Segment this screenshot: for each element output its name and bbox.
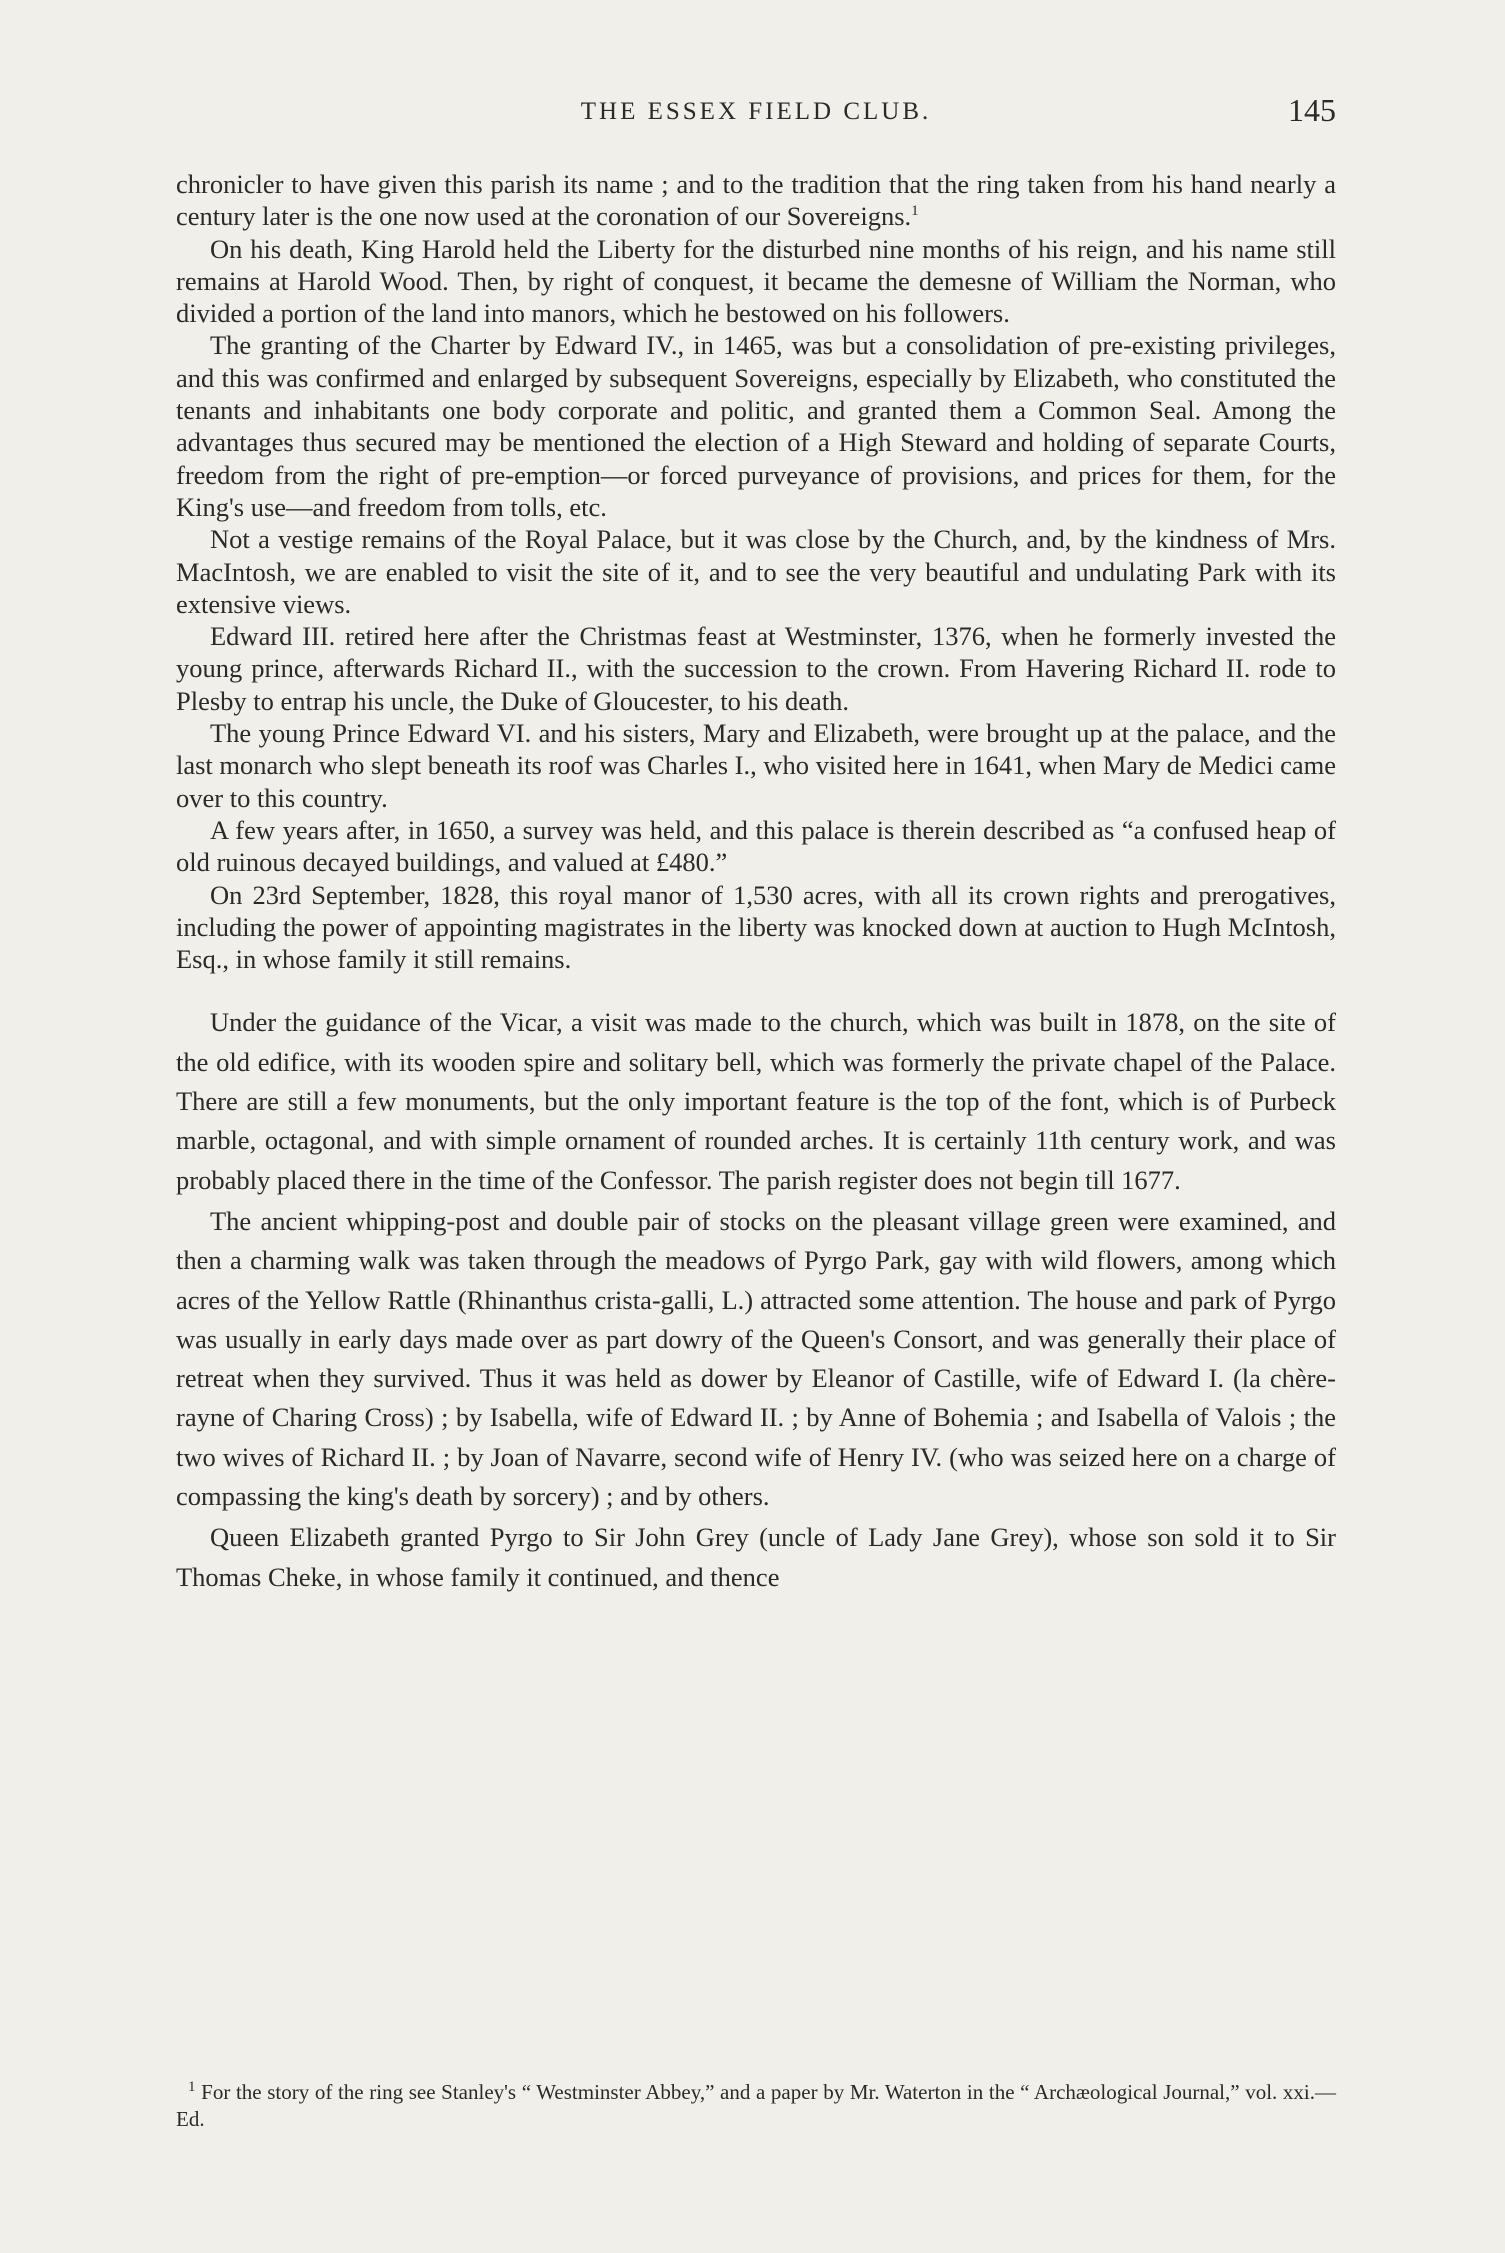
paragraph-1-text: chronicler to have given this parish its name ; and to the tradition that the ring taken from his hand nearly a century later is the one now used at the coronation of our Sovereigns. — [176, 169, 1336, 232]
paragraph-6: The young Prince Edward VI. and his sisters, Mary and Elizabeth, were brought up at the palace, and the last monarch who slept beneath its roof was Charles I., who visited here in 1641, when Mary de Medici came over to this country. — [176, 718, 1336, 813]
paragraph-11: Queen Elizabeth granted Pyrgo to Sir John Grey (uncle of Lady Jane Grey), whose son sold it to Sir Thomas Cheke, in whose family it continued, and thence — [176, 1522, 1336, 1592]
footnote-text: For the story of the ring see Stanley's “ Westminster Abbey,” and a paper by Mr. Waterton in the “ Archæological Journal,” vol. xxi.—Ed. — [176, 2080, 1337, 2131]
paragraph-7: A few years after, in 1650, a survey was held, and this palace is therein described as “a confused heap of old ruinous decayed buildings, and valued at £480.” — [176, 814, 1336, 878]
running-head: THE ESSEX FIELD CLUB. — [580, 98, 932, 125]
paragraph-3: The granting of the Charter by Edward IV., in 1465, was but a consolidation of pre-existing privileges, and this was confirmed and enlarged by subsequent Sovereigns, especially by Elizabeth, who constituted the tenants and inhabitants one body corporate and politic, and granted them a Common Seal. Among the advantages thus secured may be mentioned the election of a High Steward and holding of separate Courts, freedom from the right of pre-emption—or forced purveyance of provisions, and prices for them, for the King's use—and freedom from tolls, etc. — [176, 330, 1336, 522]
footnote — [176, 2079, 1336, 2133]
paragraph-9: Under the guidance of the Vicar, a visit was made to the church, which was built in 1878, on the site of the old edifice, with its wooden spire and solitary bell, which was formerly the private chapel of the Palace. There are still a few monuments, but the only important feature is the top of the font, which is of Purbeck marble, octagonal, and with simple ornament of rounded arches. It is certainly 11th century work, and was probably placed there in the time of the Confessor. The parish register does not begin till 1677. — [176, 1007, 1336, 1195]
body-text — [176, 168, 1336, 1597]
paragraph-1 — [176, 168, 1336, 233]
paragraph-5: Edward III. retired here after the Christmas feast at Westminster, 1376, when he formerly invested the young prince, afterwards Richard II., with the succession to the crown. From Havering Richard II. rode to Plesby to entrap his uncle, the Duke of Gloucester, to his death. — [176, 621, 1336, 716]
section-history — [176, 168, 1336, 975]
footnote-marker: 1 — [188, 2079, 196, 2095]
page-header — [176, 92, 1336, 142]
paragraph-4: Not a vestige remains of the Royal Palace, but it was close by the Church, and, by the kindness of Mrs. MacIntosh, we are enabled to visit the site of it, and to see the very beautiful and undulating Park with its extensive views. — [176, 524, 1336, 619]
footnote-reference: 1 — [911, 203, 919, 220]
paragraph-8: On 23rd September, 1828, this royal manor of 1,530 acres, with all its crown rights and prerogatives, including the power of appointing magistrates in the liberty was knocked down at auction to Hugh McIntosh, Esq., in whose family it still remains. — [176, 879, 1336, 975]
paragraph-2: On his death, King Harold held the Liberty for the disturbed nine months of his reign, and his name still remains at Harold Wood. Then, by right of conquest, it became the demesne of William the Norman, who divided a portion of the land into manors, which he bestowed on his followers. — [176, 233, 1336, 329]
paragraph-10: The ancient whipping-post and double pair of stocks on the pleasant village green were examined, and then a charming walk was taken through the meadows of Pyrgo Park, gay with wild flowers, among which acres of the Yellow Rattle (Rhinanthus crista-galli, L.) attracted some attention. The house and park of Pyrgo was usually in early days made over as part dowry of the Queen's Consort, and was generally their place of retreat when they survived. Thus it was held as dower by Eleanor of Castille, wife of Edward I. (la chère-rayne of Charing Cross) ; by Isabella, wife of Edward II. ; by Anne of Bohemia ; and Isabella of Valois ; the two wives of Richard II. ; by Joan of Navarre, second wife of Henry IV. (who was seized here on a charge of compassing the king's death by sorcery) ; and by others. — [176, 1205, 1336, 1511]
section-visit — [176, 1003, 1336, 1596]
page-number: 145 — [1288, 92, 1336, 128]
